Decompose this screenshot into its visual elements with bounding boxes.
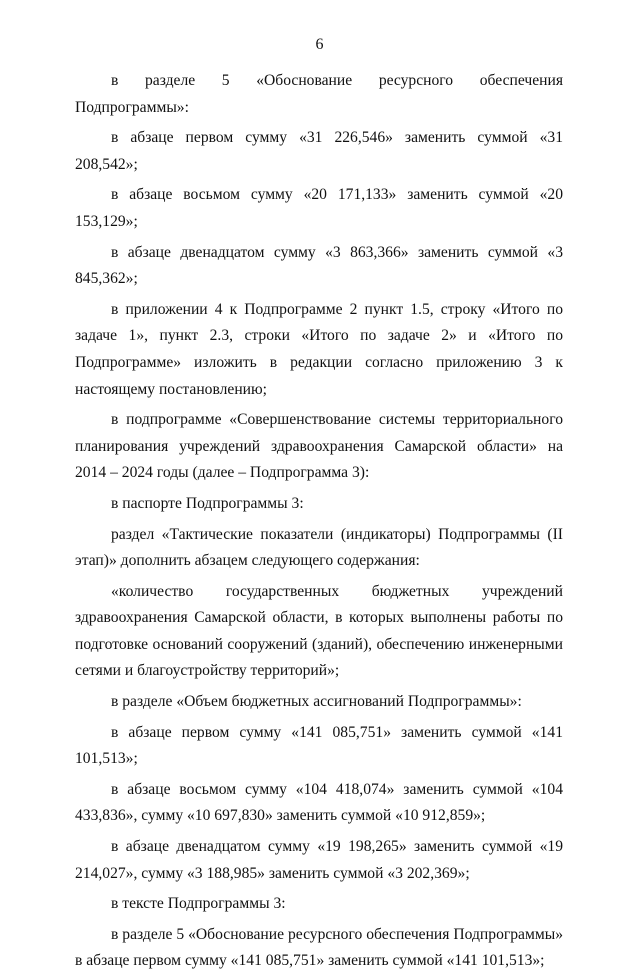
page-number: 6 [315, 36, 324, 53]
paragraph: в абзаце первом сумму «31 226,546» заменить суммой «31 208,542»; [75, 129, 563, 173]
paragraph: в абзаце двенадцатом сумму «3 863,366» заменить суммой «3 845,362»; [75, 243, 563, 288]
paragraph: в подпрограмме «Совершенствование системы территориального планирования учреждений здравоохранения Самарской области» на 2014 – 2024 годы (далее – Подпрограмма 3): [75, 411, 563, 482]
paragraph: в абзаце первом сумму «141 085,751» заменить суммой «141 101,513»; [75, 723, 563, 768]
paragraph: в разделе 5 «Обоснование ресурсного обеспечения Подпрограммы»: [75, 72, 563, 116]
paragraph: в абзаце восьмом сумму «104 418,074» заменить суммой «104 433,836», сумму «10 697,830» заменить суммой «10 912,859»; [75, 780, 563, 825]
paragraph: в абзаце восьмом сумму «20 171,133» заменить суммой «20 153,129»; [75, 186, 563, 230]
paragraph: раздел «Тактические показатели (индикаторы) Подпрограммы (II этап)» дополнить абзацем следующего содержания: [75, 525, 563, 570]
paragraph: в тексте Подпрограммы 3: [111, 895, 286, 913]
document-body [75, 68, 563, 975]
paragraph: в паспорте Подпрограммы 3: [111, 494, 304, 512]
paragraph: в приложении 4 к Подпрограмме 2 пункт 1.5, строку «Итого по задаче 1», пункт 2.3, строки «Итого по задаче 2» и «Итого по Подпрограмме» изложить в редакции согласно приложению 3 к настоящему постановлению; [75, 300, 563, 398]
paragraph: в разделе «Объем бюджетных ассигнований Подпрограммы»: [111, 693, 522, 711]
paragraph: «количество государственных бюджетных учреждений здравоохранения Самарской области, в которых выполнены работы по подготовке оснований сооружений (зданий), обеспечению инженерными сетями и благоустройству территорий»; [75, 582, 563, 680]
paragraph: в разделе 5 «Обоснование ресурсного обеспечения Подпрограммы» в абзаце первом сумму «141 085,751» заменить суммой «141 101,513»; [75, 925, 563, 970]
paragraph: в абзаце двенадцатом сумму «19 198,265» заменить суммой «19 214,027», сумму «3 188,985» заменить суммой «3 202,369»; [75, 838, 563, 882]
